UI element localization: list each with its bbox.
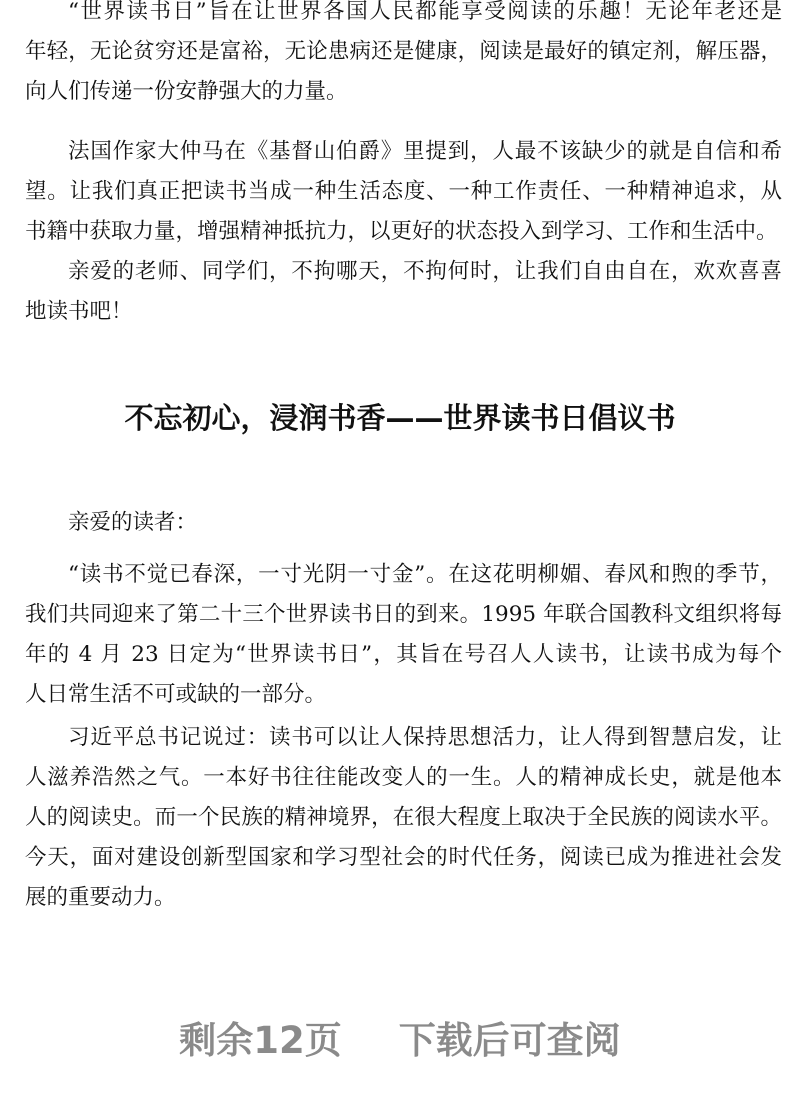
document-title: 不忘初心，浸润书香——世界读书日倡议书 (124, 401, 676, 435)
text-line: 法国作家大仲马在《基督山伯爵》里提到，人最不该缺少的就是自信和希 (68, 139, 782, 164)
paragraph-intro (25, 555, 782, 715)
greeting: 亲爱的读者： (68, 510, 198, 535)
text-line: “世界读书日”旨在让世界各国人民都能享受阅读的乐趣！无论年老还是 (68, 0, 782, 24)
paragraph-reading-day (25, 0, 782, 112)
text-line: 人的阅读史。而一个民族的精神境界，在很大程度上取决于全民族的阅读水平。 (25, 805, 782, 830)
text-line: 亲爱的老师、同学们，不拘哪天，不拘何时，让我们自由自在，欢欢喜喜 (68, 259, 782, 284)
text-line: 我们共同迎来了第二十三个世界读书日的到来。1995 年联合国教科文组织将每 (25, 602, 782, 627)
text-line: 年轻，无论贫穷还是富裕，无论患病还是健康，阅读是最好的镇定剂，解压器， (25, 39, 782, 64)
text-line: 今天，面对建设创新型国家和学习型社会的时代任务，阅读已成为推进社会发 (25, 845, 782, 870)
text-line: 习近平总书记说过：读书可以让人保持思想活力，让人得到智慧启发，让 (68, 725, 782, 750)
text-line: 人日常生活不可或缺的一部分。 (25, 682, 327, 707)
text-line: 人滋养浩然之气。一本好书往往能改变人的一生。人的精神成长史，就是他本 (25, 765, 782, 790)
text-line: 地读书吧！ (25, 299, 133, 324)
text-line: “读书不觉已春深，一寸光阴一寸金”。在这花明柳媚、春风和煦的季节， (68, 562, 782, 587)
download-banner[interactable] (0, 1010, 800, 1064)
text-line: 向人们传递一份安静强大的力量。 (25, 79, 348, 104)
paragraph-quote (25, 718, 782, 918)
text-line: 望。让我们真正把读书当成一种生活态度、一种工作责任、一种精神追求，从 (25, 179, 782, 204)
paragraph-closing (25, 252, 782, 332)
text-line: 展的重要动力。 (25, 885, 176, 910)
remaining-pages-label: 剩余12页 (179, 1019, 342, 1062)
text-line: 书籍中获取力量，增强精神抵抗力，以更好的状态投入到学习、工作和生活中。 (25, 219, 778, 244)
text-line: 年的 4 月 23 日定为“世界读书日”，其旨在号召人人读书，让读书成为每个 (25, 642, 782, 667)
paragraph-dumas (25, 132, 782, 252)
download-to-view-label[interactable]: 下载后可查阅 (398, 1019, 621, 1062)
